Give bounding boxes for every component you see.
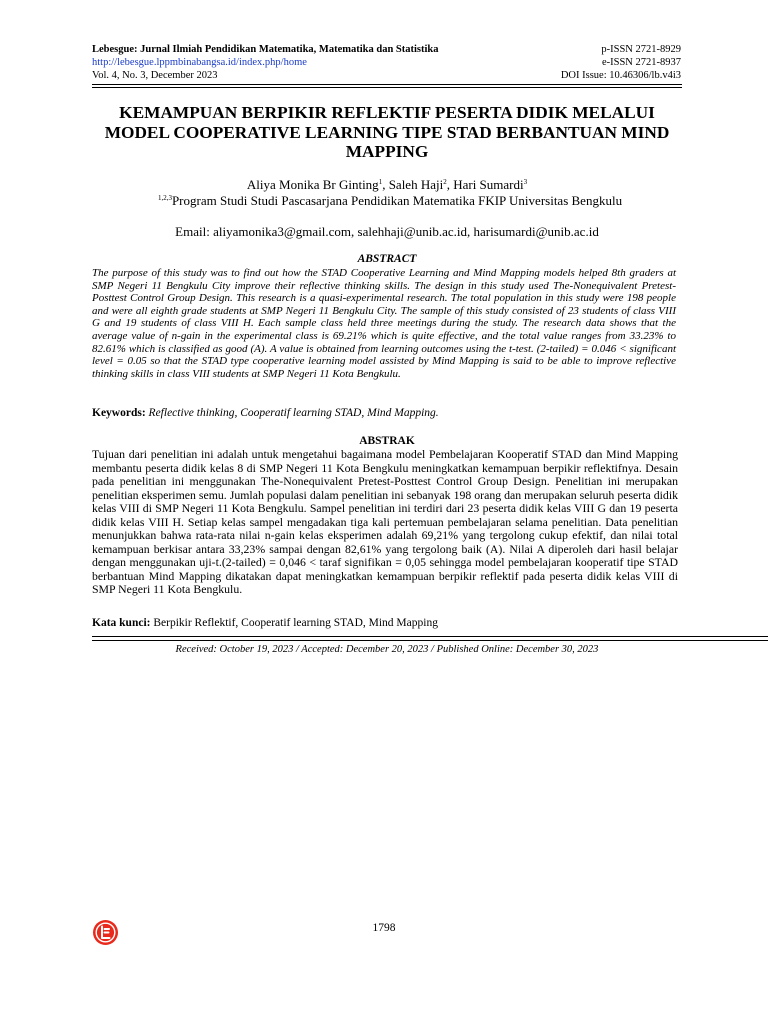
author-name: Saleh Haji bbox=[388, 177, 444, 192]
journal-url-link[interactable]: http://lebesgue.lppmbinabangsa.id/index.php/home bbox=[92, 57, 307, 68]
author-list: Aliya Monika Br Ginting$^1$, Saleh Haji$^2$, Hari Sumardi$^3$ bbox=[246, 177, 528, 192]
doi-issue: DOI Issue: 10.46306/lb.v4i3 bbox=[560, 70, 681, 81]
author-sup: 2 bbox=[443, 178, 447, 186]
abstrak-heading: ABSTRAK bbox=[359, 435, 415, 447]
journal-header-right bbox=[530, 43, 681, 82]
kata-kunci-label: Kata kunci: bbox=[92, 617, 151, 629]
kata-kunci-value: Berpikir Reflektif, Cooperatif learning STAD, Mind Mapping bbox=[153, 617, 438, 629]
author-emails: Email: aliyamonika3@gmail.com, salehhaji@unib.ac.id, harisumardi@unib.ac.id bbox=[175, 224, 599, 239]
section-rule-top bbox=[92, 636, 768, 637]
author-sup: 3 bbox=[523, 178, 528, 186]
page-number: 1798 bbox=[372, 922, 396, 934]
abstract-heading: ABSTRACT bbox=[357, 253, 417, 265]
journal-name: Lebesgue: Jurnal Ilmiah Pendidikan Matematika, Matematika dan Statistika bbox=[92, 44, 439, 55]
section-rule-bottom bbox=[92, 640, 768, 641]
affiliation-sup: 1,2,3 bbox=[157, 194, 172, 202]
affiliation-text: Program Studi Studi Pascasarjana Pendidikan Matematika FKIP Universitas Bengkulu bbox=[171, 193, 623, 208]
affiliation bbox=[150, 193, 630, 210]
keywords-value: Reflective thinking, Cooperatif learning STAD, Mind Mapping. bbox=[148, 407, 439, 419]
keywords-label: Keywords: bbox=[92, 407, 146, 419]
kata-kunci bbox=[92, 616, 682, 630]
author-name: Hari Sumardi bbox=[453, 177, 524, 192]
author-name: Aliya Monika Br Ginting bbox=[246, 177, 379, 192]
abstract-body: The purpose of this study was to find out how the STAD Cooperative Learning and Mind Mapping models helped 8th graders at SMP Negeri 11 Bengkulu City improve their reflective thinking skills. The design in this study used The-Nonequivalent Pretest-Posttest Control Group Design. This research is a quasi-experimental research. The total population in this study were 198 people and were all eighth grade students at SMP Negeri 11 Bengkulu City. The sample of this study consisted of 23 students of class VIII G and 19 students of class VIII H. Each sample class held three meetings during the study. The research data shows that the average value of n-gain in the experimental class is 69.21% which is quite effective, and the total value ranges from 33.23% to 82.61% which is classified as good (A). A value is obtained from learning outcomes using the t-test. (2-tailed) = 0.046 < significant level = 0.05 so that the STAD type cooperative learning model assisted by Mind Mapping is said to be able to improve reflective thinking skills in class VIII students at SMP Negeri 11 Kota Bengkulu. bbox=[92, 267, 676, 380]
header-rule-top bbox=[92, 84, 682, 85]
pissn: p-ISSN 2721-8929 bbox=[601, 44, 681, 55]
eissn: e-ISSN 2721-8937 bbox=[601, 57, 681, 68]
header-rule-bottom bbox=[92, 87, 682, 88]
journal-header-left bbox=[92, 43, 439, 82]
journal-volume: Vol. 4, No. 3, December 2023 bbox=[92, 70, 218, 81]
author-sup: 1 bbox=[378, 178, 383, 186]
publication-dates: Received: October 19, 2023 / Accepted: December 20, 2023 / Published Online: December 30, 2023 bbox=[175, 644, 599, 655]
abstrak-body: Tujuan dari penelitian ini adalah untuk mengetahui bagaimana model Pembelajaran Kooperatif STAD dan Mind Mapping membantu peserta didik kelas 8 di SMP Negeri 11 Kota Bengkulu meningkatkan kemampuan berpikir reflektifnya. Desain pada penelitian ini menggunakan The-Nonequivalent Pretest-Posttest Control Group Design. Penelitian ini merupakan penelitian eksperimen semu. Jumlah populasi dalam penelitian ini sebanyak 198 orang dan merupakan seluruh peserta didik kelas VIII di SMP Negeri 11 Kota Bengkulu. Sampel penelitian ini terdiri dari 23 peserta didik kelas VIII G dan 19 peserta didik kelas VIII H. Setiap kelas sampel mengadakan tiga kali pertemuan pembelajaran selama penelitian. Data penelitian menunjukkan bahwa rata-rata nilai n-gain kelas eksperimen adalah 69,21% yang tergolong cukup efektif, dan nilai total kemampuan berkisar antara 33,23% sampai dengan 82,61% yang tergolong baik (A). Nilai A diperoleh dari hasil belajar dengan menggunakan uji-t.(2-tailed) = 0,046 < taraf signifikan = 0,05 sehingga model pembelajaran kooperatif tipe STAD berbantuan Mind Mapping dikatakan dapat meningkatkan kemampuan berpikir reflektif pada peserta didik kelas VIII di SMP Negeri 11 Kota Bengkulu. bbox=[92, 447, 678, 596]
lebesgue-logo-icon bbox=[92, 919, 119, 946]
paper-title: KEMAMPUAN BERPIKIR REFLEKTIF PESERTA DIDIK MELALUI MODEL COOPERATIVE LEARNING TIPE STAD BERBANTUAN MIND MAPPING bbox=[104, 103, 670, 161]
keywords bbox=[92, 406, 682, 420]
